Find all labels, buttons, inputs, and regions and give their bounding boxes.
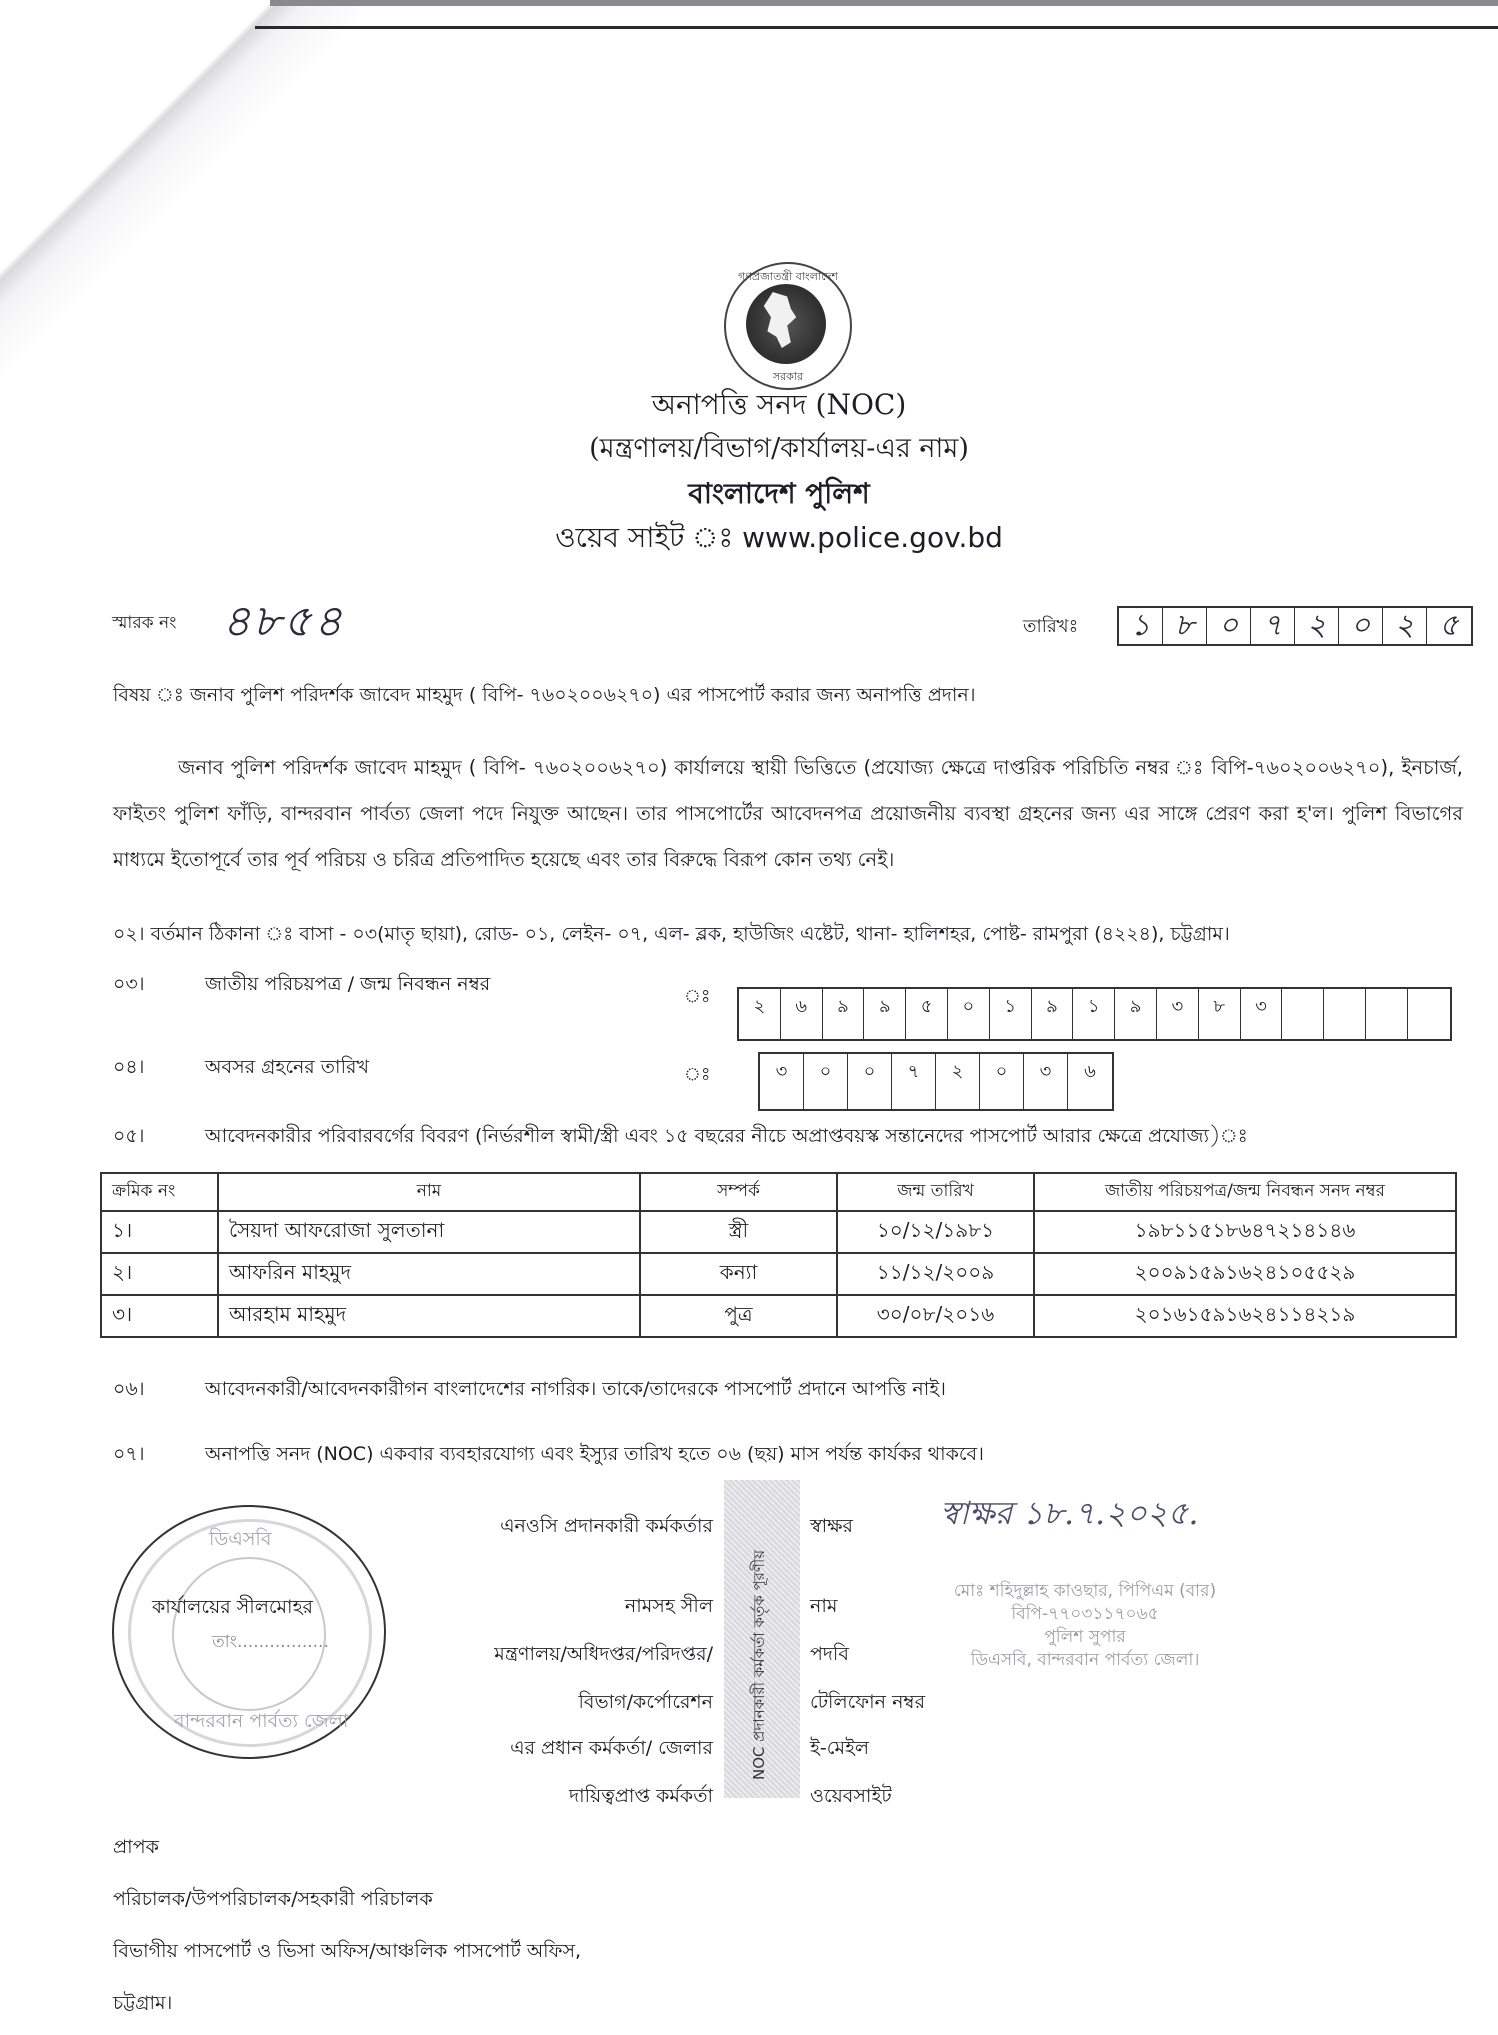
field-website-label: ওয়েবসাইট xyxy=(810,1785,892,1807)
nid-digit-box: ৯ xyxy=(864,989,906,1039)
item-retirement-label: অবসর গ্রহনের তারিখ xyxy=(205,1056,369,1078)
government-emblem-icon xyxy=(724,262,852,390)
row-serial: ৩। xyxy=(101,1295,218,1337)
date-digit-box: ০ xyxy=(1207,608,1251,644)
nid-digit-box: ৮ xyxy=(1199,989,1241,1039)
row-relation: কন্যা xyxy=(640,1253,837,1295)
retirement-digit-box: ৭ xyxy=(892,1054,936,1109)
body-paragraph xyxy=(113,745,1463,883)
row-dob: ১০/১২/১৯৮১ xyxy=(837,1211,1034,1253)
memo-number-label: স্মারক নং xyxy=(112,613,177,633)
row-name: সৈয়দা আফরোজা সুলতানা xyxy=(218,1211,640,1253)
document-title: অনাপত্তি সনদ (NOC) xyxy=(651,388,907,421)
officer-stamp-name: মোঃ শহিদুল্লাহ কাওছার, পিপিএম (বার) xyxy=(953,1581,1217,1601)
page-top-edge xyxy=(270,0,1498,6)
date-digit-box: ২ xyxy=(1383,608,1427,644)
date-digit-box: ৭ xyxy=(1251,608,1295,644)
sig-label-seal: নামসহ সীল xyxy=(624,1595,713,1617)
sig-label-head: এর প্রধান কর্মকর্তা/ জেলার xyxy=(510,1737,713,1759)
handwritten-signature: স্বাক্ষর ১৮.৭.২০২৫. xyxy=(940,1494,1199,1532)
row-id-number: ১৯৮১১৫১৮৬৪৭২১৪১৪৬ xyxy=(1034,1211,1456,1253)
emblem-bottom-text: সরকার xyxy=(772,370,804,383)
field-signature-label: স্বাক্ষর xyxy=(810,1515,853,1537)
seal-top-text: ডিএসবি xyxy=(209,1528,272,1550)
field-email-label: ই-মেইল xyxy=(810,1737,870,1759)
table-row xyxy=(101,1211,1456,1253)
date-label: তারিখঃ xyxy=(1023,616,1079,637)
item-retirement xyxy=(113,1053,369,1085)
seal-date-placeholder: তাং................. xyxy=(212,1632,329,1652)
recipient-line-2: বিভাগীয় পাসপোর্ট ও ভিসা অফিস/আঞ্চলিক পাসপোর্ট অফিস, xyxy=(113,1940,582,1962)
seal-label: কার্যালয়ের সীলমোহর xyxy=(152,1596,314,1618)
field-designation-label: পদবি xyxy=(810,1643,849,1665)
row-serial: ২। xyxy=(101,1253,218,1295)
item-retirement-colon: ঃ xyxy=(684,1064,711,1085)
sig-label-ministry: মন্ত্রণালয়/অধিদপ্তর/পরিদপ্তর/ xyxy=(494,1643,713,1665)
recipient-heading: প্রাপক xyxy=(113,1836,159,1858)
field-telephone-label: টেলিফোন নম্বর xyxy=(810,1691,926,1713)
item-address xyxy=(113,920,1230,952)
body-paragraph-text: জনাব পুলিশ পরিদর্শক জাবেদ মাহমুদ ( বিপি- ৭৬০২০০৬২৭০) কার্যালয়ে স্থায়ী ভিত্তিতে (প্রযোজ্য ক্ষেত্রে দাপ্তরিক পরিচিতি নম্বর ঃ বিপি-৭৬০২০০৬২৭০), ইনচার্জ, ফাইতং পুলিশ ফাঁড়ি, বান্দরবান পার্বত্য জেলা পদে নিযুক্ত আছেন। তার পাসপোর্টের আবেদনপত্র প্রয়োজনীয় ব্যবস্থা গ্রহনের জন্য এর সাঙ্গে প্রেরণ করা হ'ল। পুলিশ বিভাগের মাধ্যমে ইতোপূর্বে তার পূর্ব পরিচয় ও চরিত্র প্রতিপাদিত হয়েছে এবং তার বিরুদ্ধে বিরূপ কোন তথ্য নেই। xyxy=(113,756,1463,871)
item-nid-label: জাতীয় পরিচয়পত্র / জন্ম নিবন্ধন নম্বর xyxy=(205,973,491,995)
row-id-number: ২০১৬১৫৯১৬২৪১১৪২১৯ xyxy=(1034,1295,1456,1337)
item-citizenship-text: আবেদনকারী/আবেদনকারীগন বাংলাদেশের নাগরিক। তাকে/তাদেরকে পাসপোর্ট প্রদানে আপত্তি নাই। xyxy=(205,1378,946,1400)
nid-digit-box: ৩ xyxy=(1241,989,1283,1039)
item-validity-number: ০৭। xyxy=(113,1443,145,1465)
nid-digit-box: ১ xyxy=(990,989,1032,1039)
col-dob: জন্ম তারিখ xyxy=(837,1173,1034,1211)
item-nid xyxy=(113,970,490,1002)
nid-digit-box xyxy=(1366,989,1408,1039)
recipient-line-1: পরিচালক/উপপরিচালক/সহকারী পরিচালক xyxy=(113,1888,433,1910)
item-family xyxy=(113,1122,1248,1154)
item-citizenship-number: ০৬। xyxy=(113,1378,145,1400)
nid-digit-box: ৯ xyxy=(1115,989,1157,1039)
row-id-number: ২০০৯১৫৯১৬২৪১০৫৫২৯ xyxy=(1034,1253,1456,1295)
nid-digit-box xyxy=(1282,989,1324,1039)
item-validity-text: অনাপত্তি সনদ (NOC) একবার ব্যবহারযোগ্য এবং ইস্যুর তারিখ হতে ০৬ (ছয়) মাস পর্যন্ত কার্যকর থাকবে। xyxy=(205,1443,984,1465)
nid-digit-box xyxy=(1408,989,1450,1039)
row-relation: পুত্র xyxy=(640,1295,837,1337)
memo-number-value: ৪৮৫৪ xyxy=(222,596,345,647)
row-dob: ১১/১২/২০০৯ xyxy=(837,1253,1034,1295)
row-relation: স্ত্রী xyxy=(640,1211,837,1253)
officer-stamp xyxy=(920,1580,1250,1672)
nid-digit-box: ০ xyxy=(948,989,990,1039)
family-table xyxy=(100,1172,1457,1338)
office-seal xyxy=(112,1505,386,1759)
retirement-digit-box: ০ xyxy=(804,1054,848,1109)
row-name: আরহাম মাহমুদ xyxy=(218,1295,640,1337)
date-boxes xyxy=(1117,606,1473,646)
subject-line: বিষয় ঃ জনাব পুলিশ পরিদর্শক জাবেদ মাহমুদ ( বিপি- ৭৬০২০০৬২৭০) এর পাসপোর্ট করার জন্য অনাপত্তি প্রদান। xyxy=(113,684,976,706)
nid-digit-box: ২ xyxy=(739,989,781,1039)
sig-label-officer: এনওসি প্রদানকারী কর্মকর্তার xyxy=(500,1515,713,1537)
nid-digit-box: ৩ xyxy=(1157,989,1199,1039)
item-address-text: বর্তমান ঠিকানা ঃ বাসা - ০৩(মাতৃ ছায়া), রোড- ০১, লেইন- ০৭, এল- ব্লক, হাউজিং এষ্টেট, থানা- হালিশহর, পোষ্ট- রামপুরা (৪২২৪), চট্টগ্রাম। xyxy=(150,923,1230,945)
item-address-number: ০২। xyxy=(113,923,145,945)
sig-label-division: বিভাগ/কর্পোরেশন xyxy=(578,1691,713,1713)
retirement-digit-box: ০ xyxy=(980,1054,1024,1109)
family-table-header xyxy=(101,1173,1456,1211)
col-relation: সম্পর্ক xyxy=(640,1173,837,1211)
retirement-digit-box: ৩ xyxy=(760,1054,804,1109)
paper-fold-shadow xyxy=(0,0,360,400)
nid-digit-box: ১ xyxy=(1073,989,1115,1039)
item-family-number: ০৫। xyxy=(113,1125,145,1147)
officer-stamp-designation: পুলিশ সুপার xyxy=(1044,1627,1126,1647)
item-retirement-number: ০৪। xyxy=(113,1056,145,1078)
table-row xyxy=(101,1253,1456,1295)
retirement-digit-box: ০ xyxy=(848,1054,892,1109)
nid-digit-box: ৬ xyxy=(781,989,823,1039)
retirement-digit-box: ৬ xyxy=(1084,1061,1096,1082)
item-nid-colon: ঃ xyxy=(684,986,711,1007)
page-top-rule xyxy=(255,26,1498,29)
item-family-label: আবেদনকারীর পরিবারবর্গের বিবরণ (নির্ভরশীল স্বামী/স্ত্রী এবং ১৫ বছরের নীচে অপ্রাপ্তবয়স্ক সন্তানেদের পাসপোর্ট আরার ক্ষেত্রে প্রযোজ্য)ঃ xyxy=(205,1125,1248,1147)
item-nid-number: ০৩। xyxy=(113,973,145,995)
col-name: নাম xyxy=(218,1173,640,1211)
officer-stamp-office: ডিএসবি, বান্দরবান পার্বত্য জেলা। xyxy=(970,1650,1200,1670)
date-digit-box: ৫ xyxy=(1439,607,1459,643)
nid-digit-box xyxy=(1324,989,1366,1039)
seal-bottom-text: বান্দরবান পার্বত্য জেলা xyxy=(174,1710,349,1732)
col-serial: ক্রমিক নং xyxy=(101,1173,218,1211)
retirement-digit-box: ২ xyxy=(936,1054,980,1109)
website-line[interactable]: ওয়েব সাইট ঃ www.police.gov.bd xyxy=(555,521,1003,554)
noc-officer-strip-text: NOC প্রদানকারী কর্মকর্তা কর্তৃক পূরণীয় xyxy=(750,1549,768,1780)
emblem-top-text: গণপ্রজাতন্ত্রী বাংলাদেশ xyxy=(738,270,838,283)
field-name-label: নাম xyxy=(810,1595,838,1617)
date-digit-box: ০ xyxy=(1339,608,1383,644)
document-subtitle: (মন্ত্রণালয়/বিভাগ/কার্যালয়-এর নাম) xyxy=(589,433,969,464)
sig-label-incharge: দায়িত্বপ্রাপ্ত কর্মকর্তা xyxy=(569,1785,713,1807)
row-name: আফরিন মাহমুদ xyxy=(218,1253,640,1295)
date-digit-box: ৮ xyxy=(1163,608,1207,644)
retirement-digit-box: ৩ xyxy=(1024,1054,1068,1109)
noc-officer-strip xyxy=(724,1480,800,1798)
item-validity xyxy=(113,1440,984,1472)
nid-digit-box: ৯ xyxy=(823,989,865,1039)
item-citizenship xyxy=(113,1375,946,1407)
officer-stamp-bp: বিপি-৭৭০৩১১৭০৬৫ xyxy=(1011,1604,1159,1624)
nid-digit-box: ৯ xyxy=(1032,989,1074,1039)
table-row xyxy=(101,1295,1456,1337)
retirement-date-boxes xyxy=(758,1052,1114,1111)
nid-number-boxes xyxy=(737,987,1452,1041)
date-digit-box: ২ xyxy=(1295,608,1339,644)
row-dob: ৩০/০৮/২০১৬ xyxy=(837,1295,1034,1337)
recipient-line-3: চট্টগ্রাম। xyxy=(113,1992,173,2014)
row-serial: ১। xyxy=(101,1211,218,1253)
date-digit-box: ১ xyxy=(1119,608,1163,644)
nid-digit-box: ৫ xyxy=(906,989,948,1039)
col-id-number: জাতীয় পরিচয়পত্র/জন্ম নিবন্ধন সনদ নম্বর xyxy=(1034,1173,1456,1211)
organization-name: বাংলাদেশ পুলিশ xyxy=(688,477,870,510)
